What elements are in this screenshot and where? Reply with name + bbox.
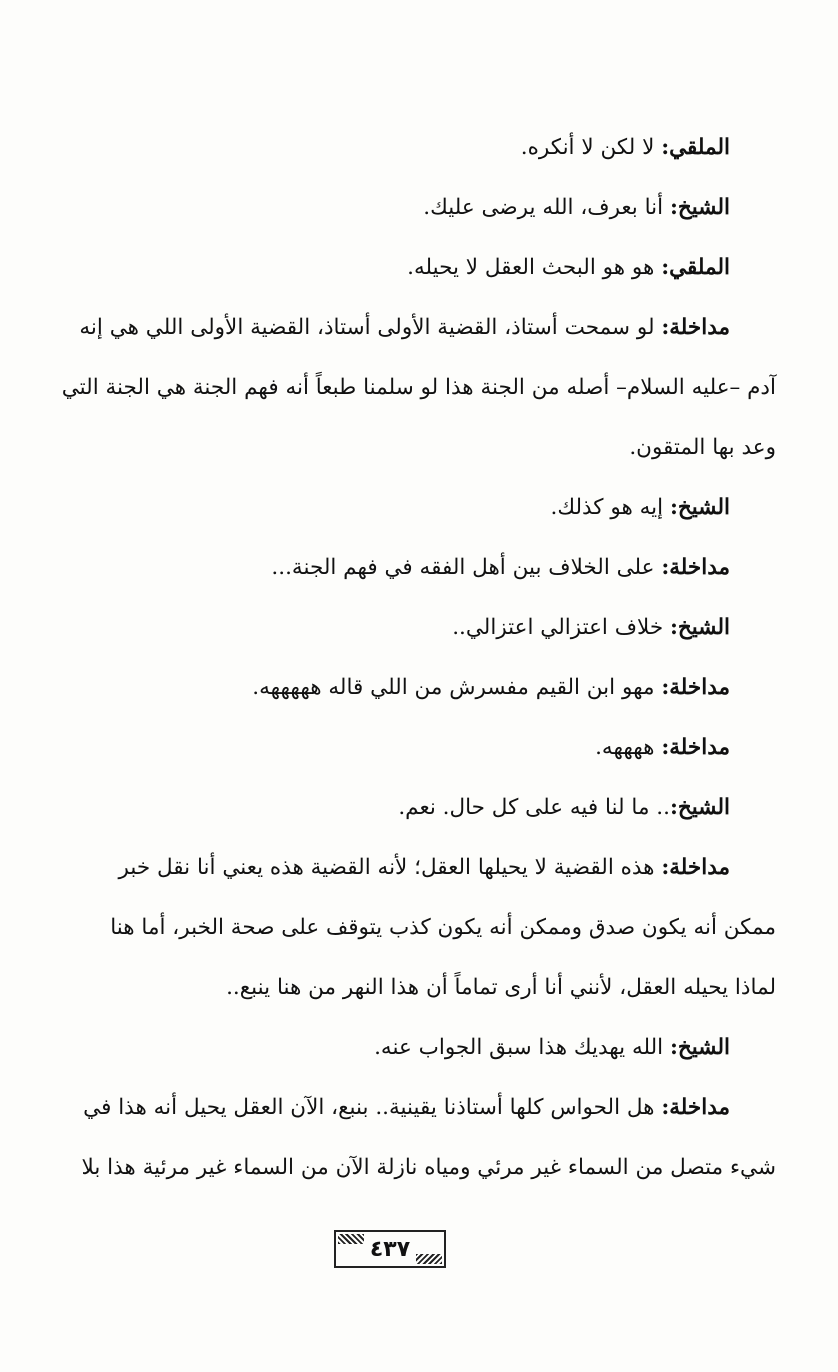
paragraph-text: هو هو البحث العقل لا يحيله.: [407, 255, 662, 280]
speaker-label: الملقي:: [661, 255, 730, 280]
speaker-label: مداخلة:: [661, 1095, 730, 1120]
speaker-label: الشيخ:: [669, 795, 730, 820]
speaker-label: مداخلة:: [661, 735, 730, 760]
speaker-label: الملقي:: [661, 135, 730, 160]
paragraph-text: .. ما لنا فيه على كل حال. نعم.: [398, 795, 670, 820]
paragraph-4: [36, 298, 776, 478]
speaker-label: الشيخ:: [669, 615, 730, 640]
paragraph-2: [36, 178, 730, 238]
paragraph-6: [36, 538, 730, 598]
paragraph-line: مداخلة: هل الحواس كلها أستاذنا يقينية.. بنبع، الآن العقل يحيل أنه هذا في: [83, 1095, 730, 1120]
paragraph-5: [36, 478, 730, 538]
speaker-label: الشيخ:: [669, 1035, 730, 1060]
paragraph-text: لا لكن لا أنكره.: [520, 135, 662, 160]
ornament-icon: [416, 1254, 442, 1264]
paragraph-9: [36, 718, 730, 778]
page-body-text: [36, 118, 776, 1198]
paragraph-11: [36, 838, 776, 1018]
ornament-icon: [338, 1234, 364, 1244]
paragraph-1: [36, 118, 730, 178]
speaker-label: مداخلة:: [661, 555, 730, 580]
speaker-label: الشيخ:: [669, 495, 730, 520]
paragraph-text: خلاف اعتزالي اعتزالي..: [452, 615, 670, 640]
paragraph-text: مهو ابن القيم مفسرش من اللي قاله هههههه.: [252, 675, 662, 700]
paragraph-7: [36, 598, 730, 658]
paragraph-8: [36, 658, 730, 718]
speaker-label: الشيخ:: [669, 195, 730, 220]
paragraph-line: مداخلة: لو سمحت أستاذ، القضية الأولى أستاذ، القضية الأولى اللي هي إنه: [79, 315, 730, 340]
page-number-frame: [334, 1230, 446, 1268]
speaker-label: مداخلة:: [661, 675, 730, 700]
paragraph-13: [36, 1078, 776, 1198]
paragraph-line: وعد بها المتقون.: [629, 435, 776, 460]
paragraph-10: [36, 778, 730, 838]
paragraph-line: شيء متصل من السماء غير مرئي ومياه نازلة الآن من السماء غير مرئية هذا بلا: [81, 1155, 776, 1180]
speaker-label: مداخلة:: [661, 855, 730, 880]
paragraph-text: إيه هو كذلك.: [550, 495, 670, 520]
speaker-label: مداخلة:: [661, 315, 730, 340]
paragraph-text: على الخلاف بين أهل الفقه في فهم الجنة...: [271, 555, 662, 580]
paragraph-line: مداخلة: هذه القضية لا يحيلها العقل؛ لأنه القضية هذه يعني أنا نقل خبر: [118, 855, 730, 880]
paragraph-text: أنا بعرف، الله يرضى عليك.: [423, 195, 670, 220]
paragraph-12: [36, 1018, 730, 1078]
paragraph-line: ممكن أنه يكون صدق وممكن أنه يكون كذب يتوقف على صحة الخبر، أما هنا: [110, 915, 776, 940]
paragraph-3: [36, 238, 730, 298]
paragraph-line: آدم –عليه السلام– أصله من الجنة هذا لو سلمنا طبعاً أنه فهم الجنة هي الجنة التي: [61, 375, 776, 400]
paragraph-text: الله يهديك هذا سبق الجواب عنه.: [374, 1035, 670, 1060]
page-number: ٤٣٧: [369, 1236, 411, 1262]
paragraph-line: لماذا يحيله العقل، لأنني أنا أرى تماماً أن هذا النهر من هنا ينبع..: [226, 975, 776, 1000]
paragraph-text: ههههه.: [595, 735, 662, 760]
